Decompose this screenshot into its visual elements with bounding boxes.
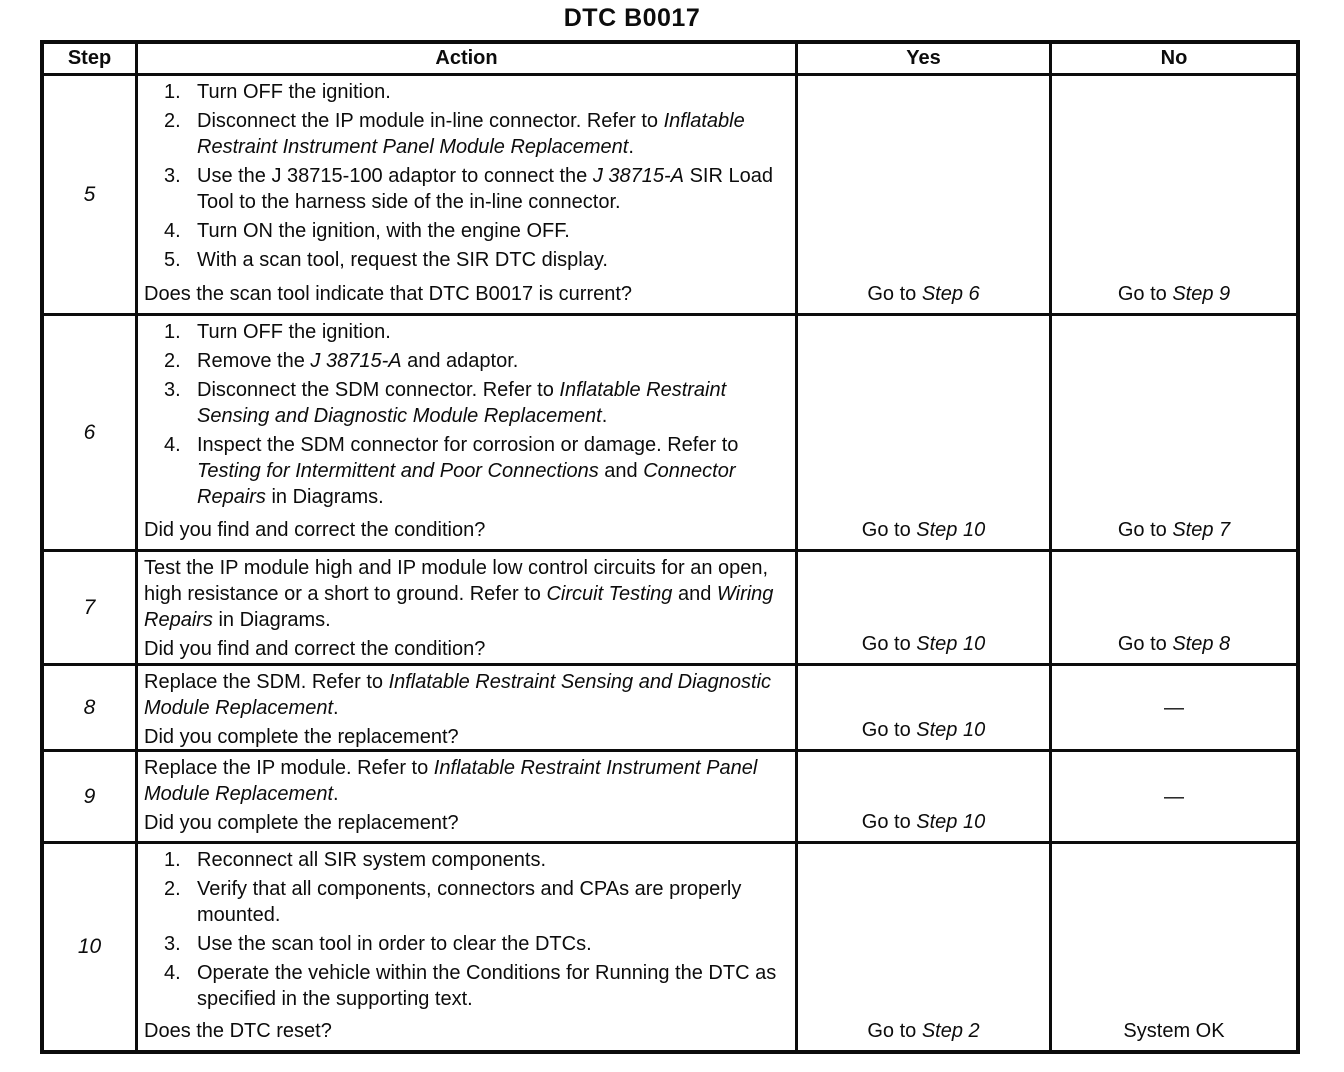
table-row-step-6 xyxy=(44,316,1296,552)
header-no: No xyxy=(1160,47,1188,69)
yes-value: Go to Step 6 xyxy=(867,283,980,305)
action-item xyxy=(164,218,787,244)
item-number: 4. xyxy=(164,434,181,456)
yes-cell xyxy=(798,76,1052,313)
item-text: Disconnect the IP module in-line connector. Refer to Inflatable Restraint Instrument Panel Module Replacement. xyxy=(197,110,745,158)
action-item xyxy=(164,960,787,1012)
action-item xyxy=(164,847,787,873)
no-cell xyxy=(1052,316,1296,549)
step-number xyxy=(44,666,138,749)
action-question: Did you complete the replacement? xyxy=(144,726,459,748)
item-number: 2. xyxy=(164,110,181,132)
action-item xyxy=(164,319,787,345)
action-item xyxy=(164,247,787,273)
item-number: 1. xyxy=(164,321,181,343)
action-cell xyxy=(138,666,798,749)
action-paragraph: Replace the SDM. Refer to Inflatable Restraint Sensing and Diagnostic Module Replacement. xyxy=(144,671,772,719)
action-paragraph: Test the IP module high and IP module low control circuits for an open, high resistance or a short to ground. Refer to Circuit Testing and Wiring Repairs in Diagrams. xyxy=(144,557,774,631)
no-value: Go to Step 9 xyxy=(1117,283,1231,305)
item-number: 2. xyxy=(164,350,181,372)
diagnostic-table xyxy=(40,40,1300,1054)
table-row-step-10 xyxy=(44,844,1296,1050)
action-item xyxy=(164,432,787,510)
action-question: Did you find and correct the condition? xyxy=(144,638,486,660)
item-text: Verify that all components, connectors and CPAs are properly mounted. xyxy=(197,878,742,926)
yes-cell xyxy=(798,666,1052,749)
action-cell xyxy=(138,552,798,663)
yes-value: Go to Step 10 xyxy=(861,519,986,541)
item-text: Remove the J 38715-A and adaptor. xyxy=(197,350,519,372)
item-text: Turn OFF the ignition. xyxy=(197,81,391,103)
item-number: 4. xyxy=(164,220,181,242)
item-number: 1. xyxy=(164,81,181,103)
action-cell xyxy=(138,76,798,313)
item-text: Disconnect the SDM connector. Refer to Inflatable Restraint Sensing and Diagnostic Module Replacement. xyxy=(197,379,727,427)
item-number: 4. xyxy=(164,962,181,984)
no-value: Go to Step 7 xyxy=(1117,519,1231,541)
action-item xyxy=(164,108,787,160)
item-text: Turn ON the ignition, with the engine OFF. xyxy=(197,220,570,242)
item-number: 5. xyxy=(164,249,181,271)
action-cell xyxy=(138,752,798,841)
action-item xyxy=(164,377,787,429)
step-number xyxy=(44,552,138,663)
no-cell xyxy=(1052,552,1296,663)
item-text: Use the scan tool in order to clear the DTCs. xyxy=(197,933,592,955)
no-cell xyxy=(1052,844,1296,1050)
yes-cell xyxy=(798,552,1052,663)
table-header-row xyxy=(44,44,1296,76)
header-yes: Yes xyxy=(798,44,1052,73)
no-value: Go to Step 8 xyxy=(1117,633,1231,655)
no-value: System OK xyxy=(1123,1020,1225,1042)
table-row-step-9 xyxy=(44,752,1296,844)
step-number-text: 10 xyxy=(77,935,102,958)
step-number xyxy=(44,844,138,1050)
item-text: Reconnect all SIR system components. xyxy=(197,849,547,871)
no-dash: — xyxy=(1164,696,1184,719)
step-number-text: 6 xyxy=(83,420,96,444)
item-text: Inspect the SDM connector for corrosion or damage. Refer to Testing for Intermittent and Poor Connections and Connector Repairs in Diagrams. xyxy=(197,434,739,508)
item-text: Turn OFF the ignition. xyxy=(197,321,391,343)
no-cell xyxy=(1052,76,1296,313)
item-number: 3. xyxy=(164,933,181,955)
action-paragraph: Replace the IP module. Refer to Inflatable Restraint Instrument Panel Module Replacement. xyxy=(144,757,758,805)
no-cell xyxy=(1052,752,1296,841)
header-action: Action xyxy=(138,44,798,73)
step-number xyxy=(44,76,138,313)
step-number-text: 8 xyxy=(83,695,96,719)
no-dash: — xyxy=(1164,785,1184,808)
page-title: DTC B0017 xyxy=(563,4,701,32)
action-question: Does the DTC reset? xyxy=(144,1020,332,1042)
action-item xyxy=(164,163,787,215)
item-text: With a scan tool, request the SIR DTC display. xyxy=(197,249,608,271)
item-number: 3. xyxy=(164,379,181,401)
action-item xyxy=(164,931,787,957)
action-cell xyxy=(138,316,798,549)
item-number: 3. xyxy=(164,165,181,187)
table-row-step-7 xyxy=(44,552,1296,666)
no-cell xyxy=(1052,666,1296,749)
action-cell xyxy=(138,844,798,1050)
step-number-text: 5 xyxy=(83,182,96,206)
header-step: Step xyxy=(44,44,138,73)
yes-cell xyxy=(798,316,1052,549)
action-item xyxy=(164,79,787,105)
yes-value: Go to Step 10 xyxy=(861,811,986,833)
step-number-text: 9 xyxy=(83,784,96,808)
table-row-step-8 xyxy=(44,666,1296,752)
yes-cell xyxy=(798,844,1052,1050)
step-number xyxy=(44,752,138,841)
action-item xyxy=(164,348,787,374)
step-number xyxy=(44,316,138,549)
item-text: Use the J 38715-100 adaptor to connect the J 38715-A SIR Load Tool to the harness side of the in-line connector. xyxy=(197,165,773,213)
yes-value: Go to Step 10 xyxy=(861,719,986,741)
action-question: Does the scan tool indicate that DTC B0017 is current? xyxy=(144,283,633,305)
action-question: Did you complete the replacement? xyxy=(144,812,459,834)
table-row-step-5 xyxy=(44,76,1296,316)
item-number: 2. xyxy=(164,878,181,900)
action-item xyxy=(164,876,787,928)
yes-cell xyxy=(798,752,1052,841)
step-number-text: 7 xyxy=(83,595,96,619)
yes-value: Go to Step 2 xyxy=(867,1020,980,1042)
action-question: Did you find and correct the condition? xyxy=(144,519,486,541)
item-text: Operate the vehicle within the Conditions for Running the DTC as specified in the supporting text. xyxy=(197,962,777,1010)
yes-value: Go to Step 10 xyxy=(861,633,986,655)
item-number: 1. xyxy=(164,849,181,871)
